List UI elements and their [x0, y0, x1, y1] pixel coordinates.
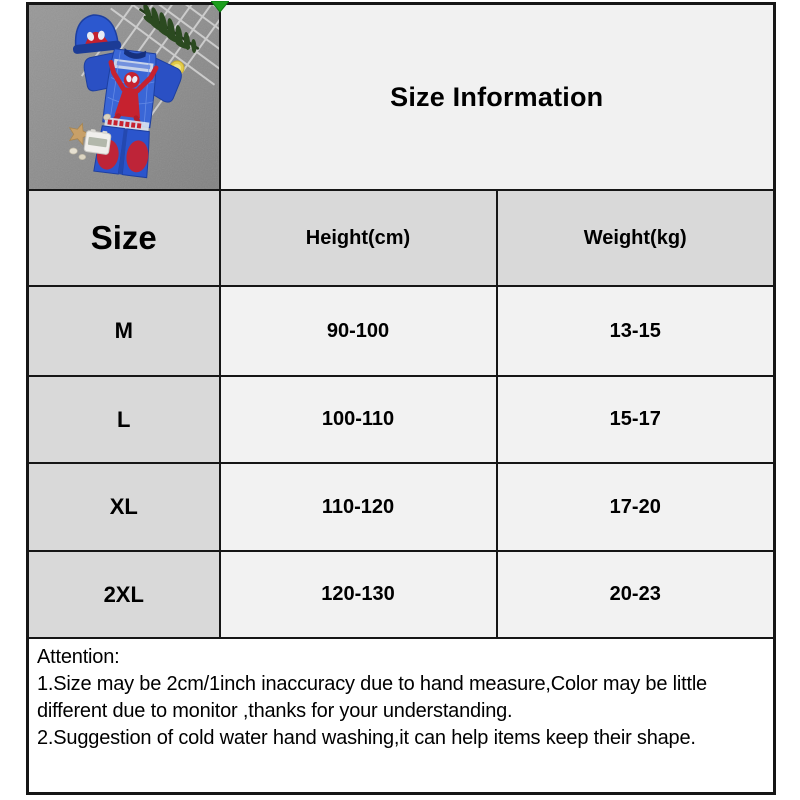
- column-header-size: Size: [28, 190, 220, 286]
- size-label-xl: XL: [28, 463, 220, 551]
- product-photo-cell: [28, 4, 220, 191]
- height-value-l: 100-110: [220, 376, 497, 463]
- size-label-l: L: [28, 376, 220, 463]
- attention-box: [28, 638, 775, 793]
- height-value-2xl: 120-130: [220, 551, 497, 638]
- table-row-l: [28, 376, 775, 463]
- size-information-title: [220, 4, 775, 191]
- size-label-m: M: [28, 286, 220, 376]
- attention-heading: Attention:: [37, 646, 120, 668]
- attention-note-1: 1.Size may be 2cm/1inch inaccuracy due to hand measure,Color may be little different due to monitor ,thanks for your understanding.: [37, 673, 707, 722]
- weight-value-xl: 17-20: [497, 463, 775, 551]
- size-table: [26, 2, 776, 795]
- product-photo: [29, 5, 219, 189]
- weight-value-l: 15-17: [497, 376, 775, 463]
- weight-value-m: 13-15: [497, 286, 775, 376]
- green-corner-marker-icon: [211, 1, 229, 13]
- page-title: Size Information: [390, 81, 604, 112]
- size-label-2xl: 2XL: [28, 551, 220, 638]
- table-row-m: [28, 286, 775, 376]
- column-header-height: Height(cm): [220, 190, 497, 286]
- height-value-xl: 110-120: [220, 463, 497, 551]
- attention-note-2: 2.Suggestion of cold water hand washing,it can help items keep their shape.: [37, 727, 696, 749]
- weight-value-2xl: 20-23: [497, 551, 775, 638]
- height-value-m: 90-100: [220, 286, 497, 376]
- timer-icon: [84, 128, 112, 154]
- table-row-xl: [28, 463, 775, 551]
- table-row-2xl: [28, 551, 775, 638]
- column-header-weight: Weight(kg): [497, 190, 775, 286]
